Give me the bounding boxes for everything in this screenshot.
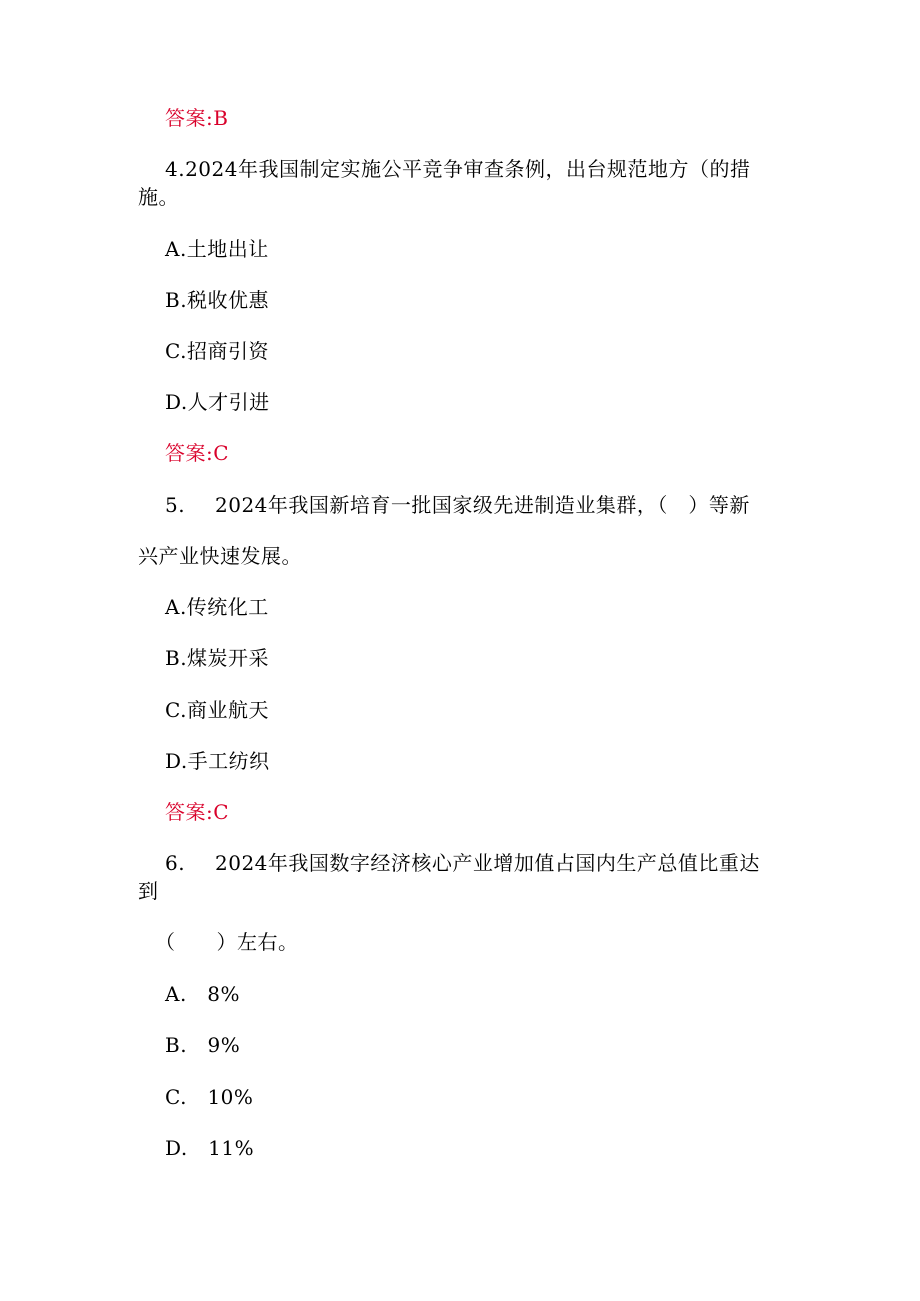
answer-label: 答案:B [165, 106, 229, 130]
answer-label: 答案:C [165, 441, 230, 465]
question-4-option-d: D.人才引进 [165, 390, 270, 414]
question-4-stem-continued: 施。 [138, 185, 179, 209]
question-6-option-c: C. 10% [165, 1085, 254, 1109]
question-6-option-b: B. 9% [165, 1033, 241, 1057]
question-5-option-a: A.传统化工 [165, 595, 269, 619]
question-5-option-b: B.煤炭开采 [165, 646, 270, 670]
question-4-option-b: B.税收优惠 [165, 288, 270, 312]
question-6-option-d: D. 11% [165, 1136, 255, 1160]
question-6-stem-blank: （ ）左右。 [155, 930, 299, 954]
question-4-option-c: C.招商引资 [165, 339, 269, 363]
question-5-stem: 2024年我国新培育一批国家级先进制造业集群，（ ）等新 [215, 493, 750, 517]
question-5-option-d: D.手工纺织 [165, 749, 270, 773]
question-5-number: 5. [165, 493, 186, 517]
question-5-stem-continued: 兴产业快速发展。 [138, 544, 302, 568]
question-4-stem: 4.2024年我国制定实施公平竞争审查条例，出台规范地方（的措 [165, 157, 751, 181]
answer-label: 答案:C [165, 800, 230, 824]
question-6-stem-continued: 到 [138, 879, 159, 903]
question-5-option-c: C.商业航天 [165, 698, 269, 722]
question-6-number: 6. [165, 851, 186, 875]
question-6-stem: 2024年我国数字经济核心产业增加值占国内生产总值比重达 [215, 851, 760, 875]
question-4-option-a: A.土地出让 [165, 237, 269, 261]
question-6-option-a: A. 8% [165, 982, 241, 1006]
